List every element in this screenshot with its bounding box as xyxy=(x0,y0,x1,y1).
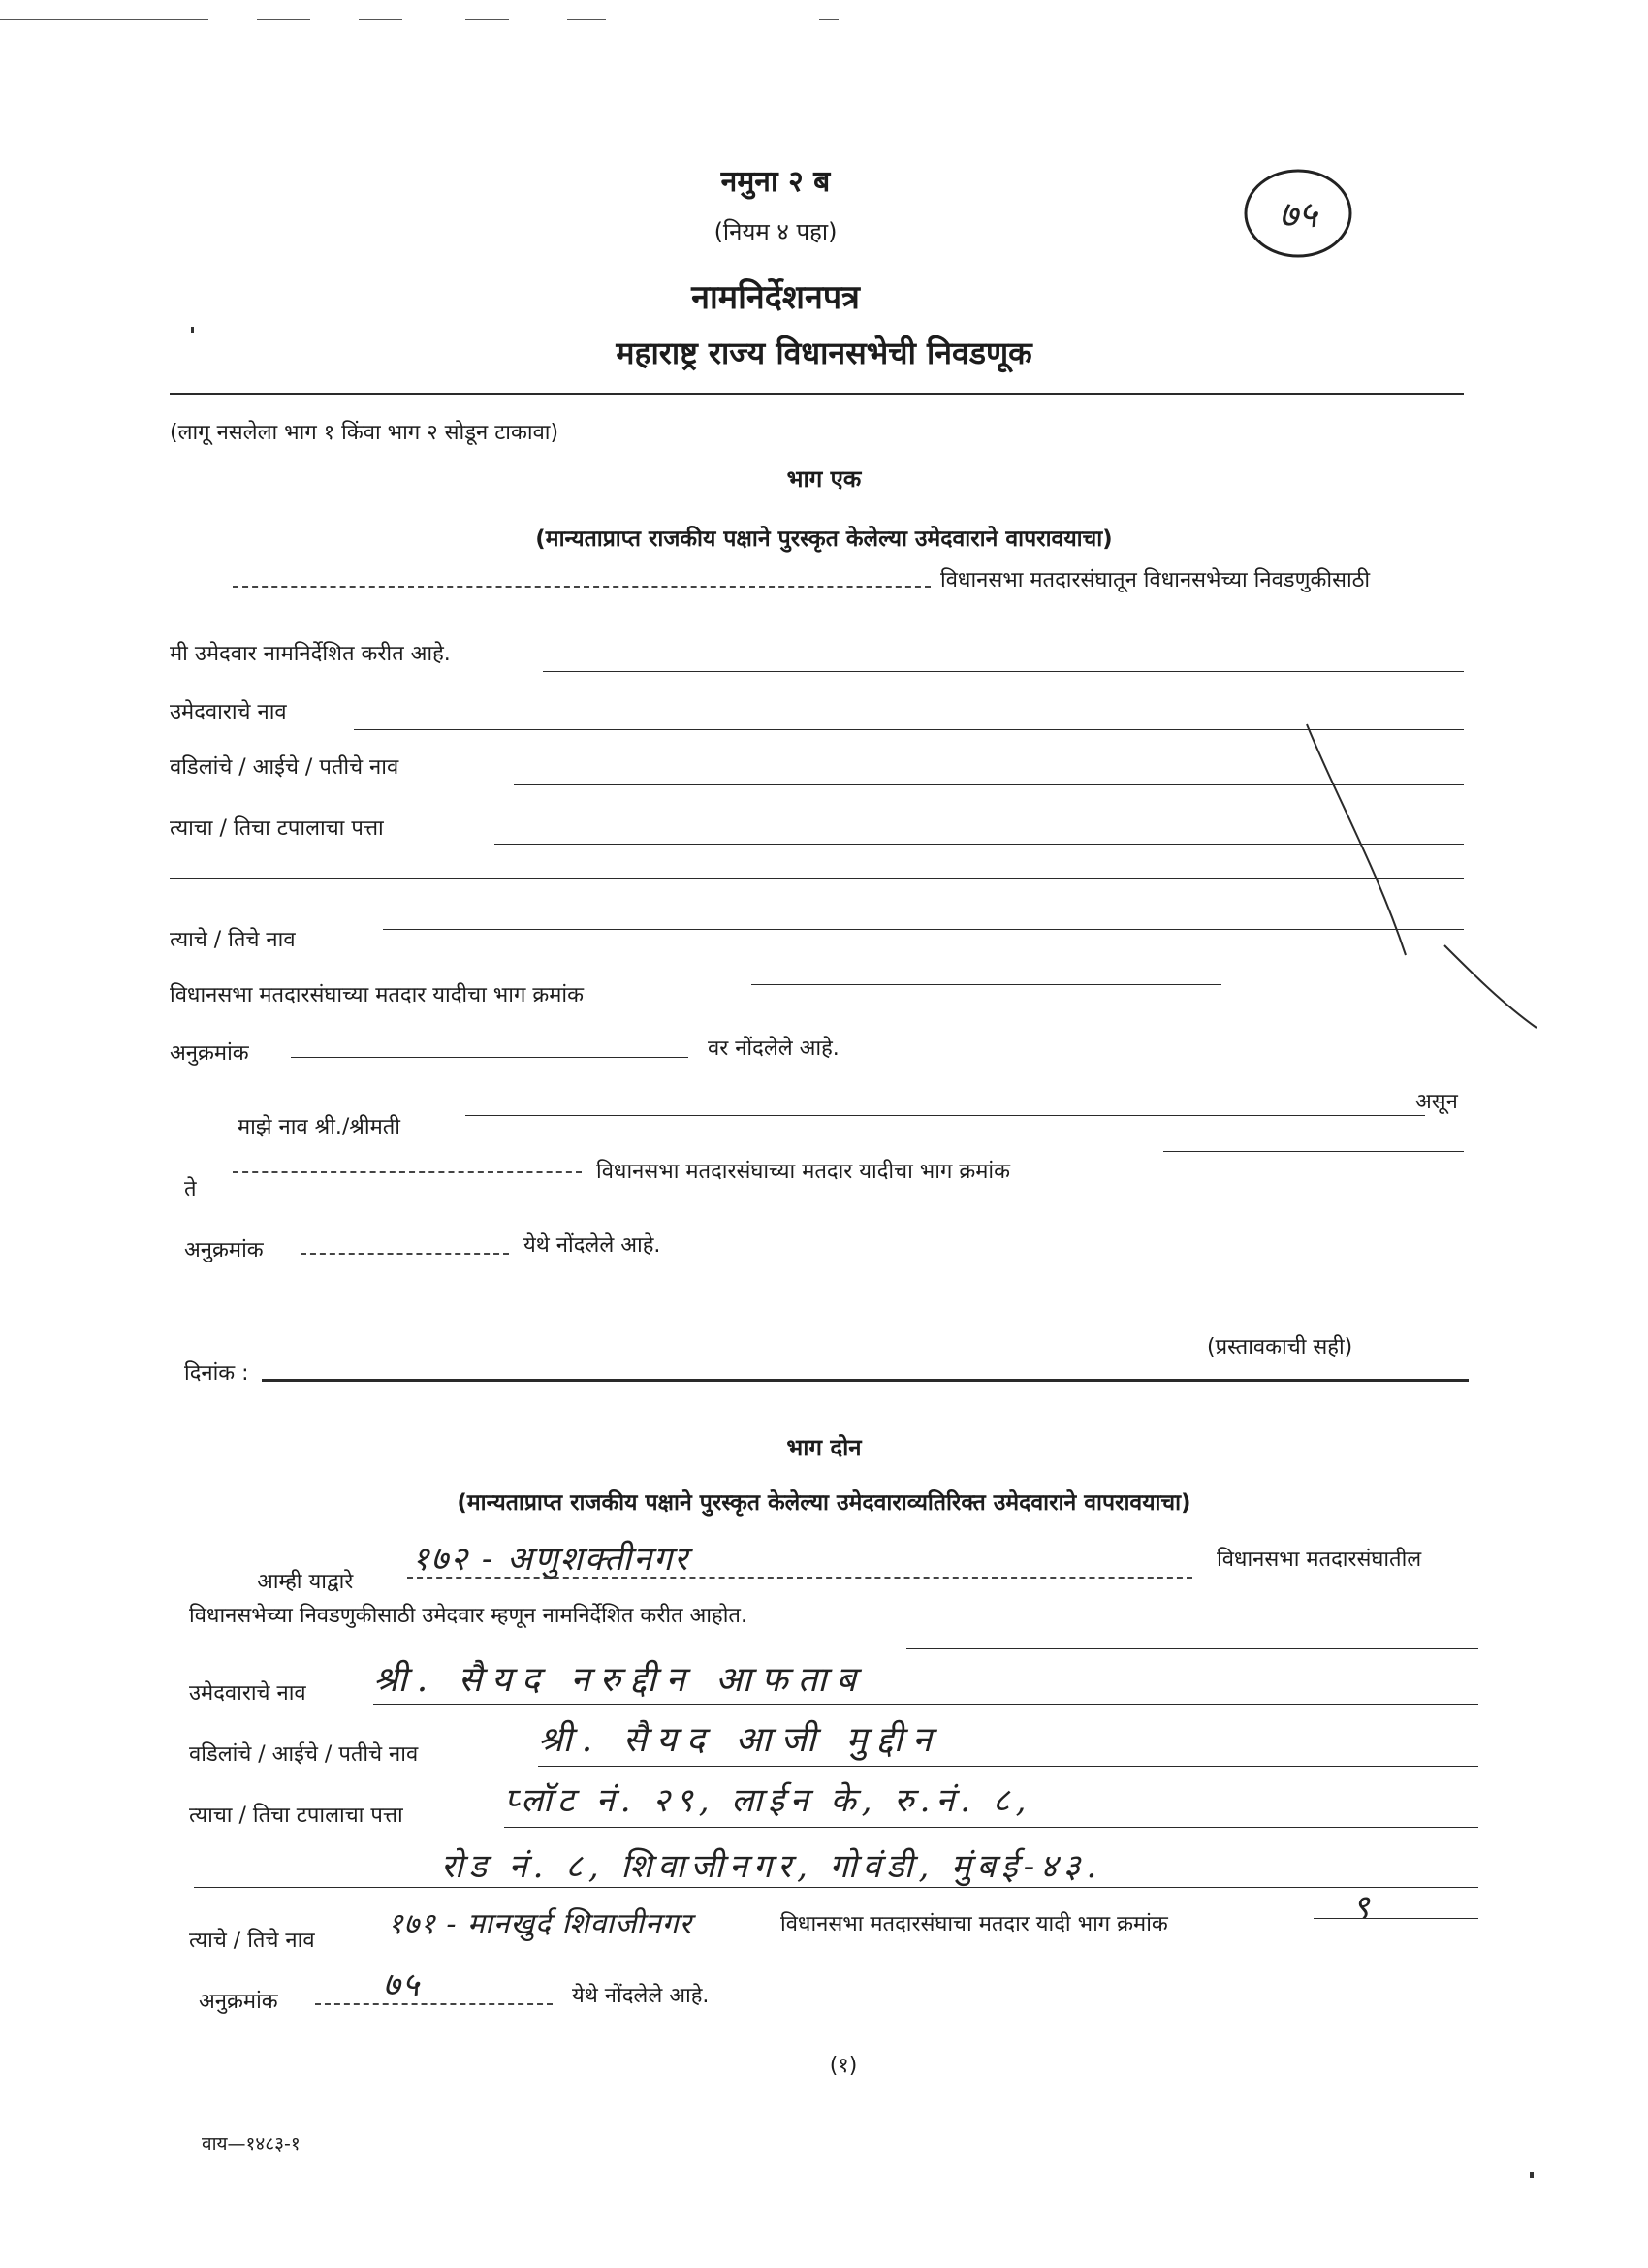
p2-candidate-name-label: उमेदवाराचे नाव xyxy=(189,1681,306,1706)
p2-address-value-2[interactable]: रोड नं. ८, शिवाजीनगर, गोवंडी, मुंबई-४३. xyxy=(441,1847,1103,1886)
p2-nominate-blank[interactable] xyxy=(906,1648,1478,1649)
p2-nominate-line: विधानसभेच्या निवडणुकीसाठी उमेदवार म्हणून नामनिर्देशित करीत आहोत. xyxy=(189,1604,747,1628)
p1-parent-name-label: वडिलांचे / आईचे / पतीचे नाव xyxy=(170,755,399,780)
page-number-stamp xyxy=(1241,165,1355,262)
p2-we-hereby: आम्ही याद्वारे xyxy=(257,1570,354,1594)
scan-artifact-line xyxy=(0,19,208,20)
p2-constituency-suffix: विधानसभा मतदारसंघातील xyxy=(1217,1548,1422,1572)
p1-address-field-2[interactable] xyxy=(170,878,1464,879)
p2-address-field-2[interactable] xyxy=(194,1887,1478,1888)
p1-serial-label: अनुक्रमांक xyxy=(170,1041,249,1066)
p2-candidate-name-field[interactable] xyxy=(373,1704,1478,1705)
p1-being-text: असून xyxy=(1415,1090,1458,1114)
p2-roll-constituency-value[interactable]: १७१ - मानखुर्द शिवाजीनगर xyxy=(388,1907,692,1941)
form-subtitle: महाराष्ट्र राज्य विधानसभेची निवडणूक xyxy=(616,335,1032,371)
p2-constituency-field[interactable] xyxy=(407,1577,1192,1579)
scan-artifact-line xyxy=(465,19,509,20)
p1-date-field[interactable] xyxy=(262,1379,1469,1382)
p1-registered-text-2: येथे नोंदलेले आहे. xyxy=(523,1233,661,1258)
constituency-blank[interactable] xyxy=(233,586,931,588)
p2-address-value-1[interactable]: प्लॉट नं. २९, लाईन के, रु.नं. ८, xyxy=(504,1781,1032,1820)
p1-candidate-name-label: उमेदवाराचे नाव xyxy=(170,700,287,724)
p2-parent-name-value[interactable]: श्री. सैयद आजी मुद्दीन xyxy=(538,1720,942,1760)
p2-serial-value[interactable]: ७५ xyxy=(383,1965,422,2004)
rule-reference: (नियम ४ पहा) xyxy=(713,218,838,245)
page-stamp-value: ७५ xyxy=(1279,193,1317,236)
p2-candidate-name-value[interactable]: श्री. सैयद नरुद्दीन आफताब xyxy=(373,1660,867,1700)
p2-constituency-value[interactable]: १७२ - अणुशक्तीनगर xyxy=(412,1540,690,1579)
page-number: (१) xyxy=(829,2054,858,2078)
print-code: वाय—१४८३-१ xyxy=(202,2133,301,2155)
p1-constituency-suffix: विधानसभा मतदारसंघातून विधानसभेच्या निवडणुकीसाठी xyxy=(940,568,1371,592)
part-one-strike-lines xyxy=(1299,713,1541,1033)
p2-address-field-1[interactable] xyxy=(504,1827,1478,1828)
p1-te-field[interactable] xyxy=(233,1171,582,1173)
p1-my-name-field[interactable] xyxy=(465,1115,1425,1116)
instruction-text: (लागू नसलेला भाग १ किंवा भाग २ सोडून टाकावा) xyxy=(170,421,559,445)
part-two-subheading: (मान्यताप्राप्त राजकीय पक्षाने पुरस्कृत केलेल्या उमेदवाराव्यतिरिक्त उमेदवाराने वापरावयाचा) xyxy=(457,1490,1191,1516)
p2-roll-part-field[interactable] xyxy=(1314,1918,1478,1919)
p1-roll-part-label-2: विधानसभा मतदारसंघाच्या मतदार यादीचा भाग क्रमांक xyxy=(596,1160,1010,1184)
p2-serial-label: अनुक्रमांक xyxy=(199,1990,278,2014)
p1-roll-part-field-2[interactable] xyxy=(1163,1151,1464,1152)
p2-parent-name-label: वडिलांचे / आईचे / पतीचे नाव xyxy=(189,1742,419,1767)
p1-address-label: त्याचा / तिचा टपालाचा पत्ता xyxy=(170,816,384,841)
p1-my-name-label: माझे नाव श्री./श्रीमती xyxy=(238,1115,400,1139)
p1-candidate-name-field[interactable] xyxy=(354,729,1464,730)
proposer-signature-label: (प्रस्तावकाची सही) xyxy=(1207,1335,1353,1359)
p1-serial-label-2: अनुक्रमांक xyxy=(184,1238,264,1262)
p2-parent-name-field[interactable] xyxy=(538,1766,1478,1767)
p1-registered-text: वर नोंदलेले आहे. xyxy=(708,1037,840,1061)
form-number: नमुना २ ब xyxy=(720,165,831,199)
p1-nominate-blank[interactable] xyxy=(543,671,1464,672)
p1-date-label: दिनांक : xyxy=(184,1361,249,1386)
p1-serial-field[interactable] xyxy=(291,1057,688,1058)
p1-roll-part-field[interactable] xyxy=(751,984,1221,985)
p2-serial-field[interactable] xyxy=(315,2003,553,2005)
p1-his-her-name-label: त्याचे / तिचे नाव xyxy=(170,928,296,952)
scan-speck xyxy=(191,327,194,333)
p2-registered-text: येथे नोंदलेले आहे. xyxy=(572,1984,710,2008)
part-two-heading: भाग दोन xyxy=(786,1434,862,1461)
p2-address-label: त्याचा / तिचा टपालाचा पत्ता xyxy=(189,1804,403,1828)
p2-roll-part-label: विधानसभा मतदारसंघाचा मतदार यादी भाग क्रमांक xyxy=(780,1912,1168,1936)
p1-serial-field-2[interactable] xyxy=(301,1253,509,1255)
p1-roll-part-label: विधानसभा मतदारसंघाच्या मतदार यादीचा भाग क्रमांक xyxy=(170,983,584,1007)
p1-te-label: ते xyxy=(184,1177,197,1201)
header-rule xyxy=(170,393,1464,395)
part-one-heading: भाग एक xyxy=(786,465,862,493)
form-title: नामनिर्देशनपत्र xyxy=(691,278,860,317)
scan-speck xyxy=(1530,2172,1534,2178)
scan-artifact-line xyxy=(819,19,839,20)
scan-artifact-line xyxy=(359,19,402,20)
p2-his-her-name-label: त्याचे / तिचे नाव xyxy=(189,1929,315,1953)
p1-nominate-line: मी उमेदवार नामनिर्देशित करीत आहे. xyxy=(170,642,451,666)
scan-artifact-line xyxy=(257,19,310,20)
part-one-subheading: (मान्यताप्राप्त राजकीय पक्षाने पुरस्कृत केलेल्या उमेदवाराने वापरावयाचा) xyxy=(535,527,1113,552)
scan-artifact-line xyxy=(567,19,606,20)
p2-roll-part-value[interactable]: ९ xyxy=(1352,1888,1372,1927)
